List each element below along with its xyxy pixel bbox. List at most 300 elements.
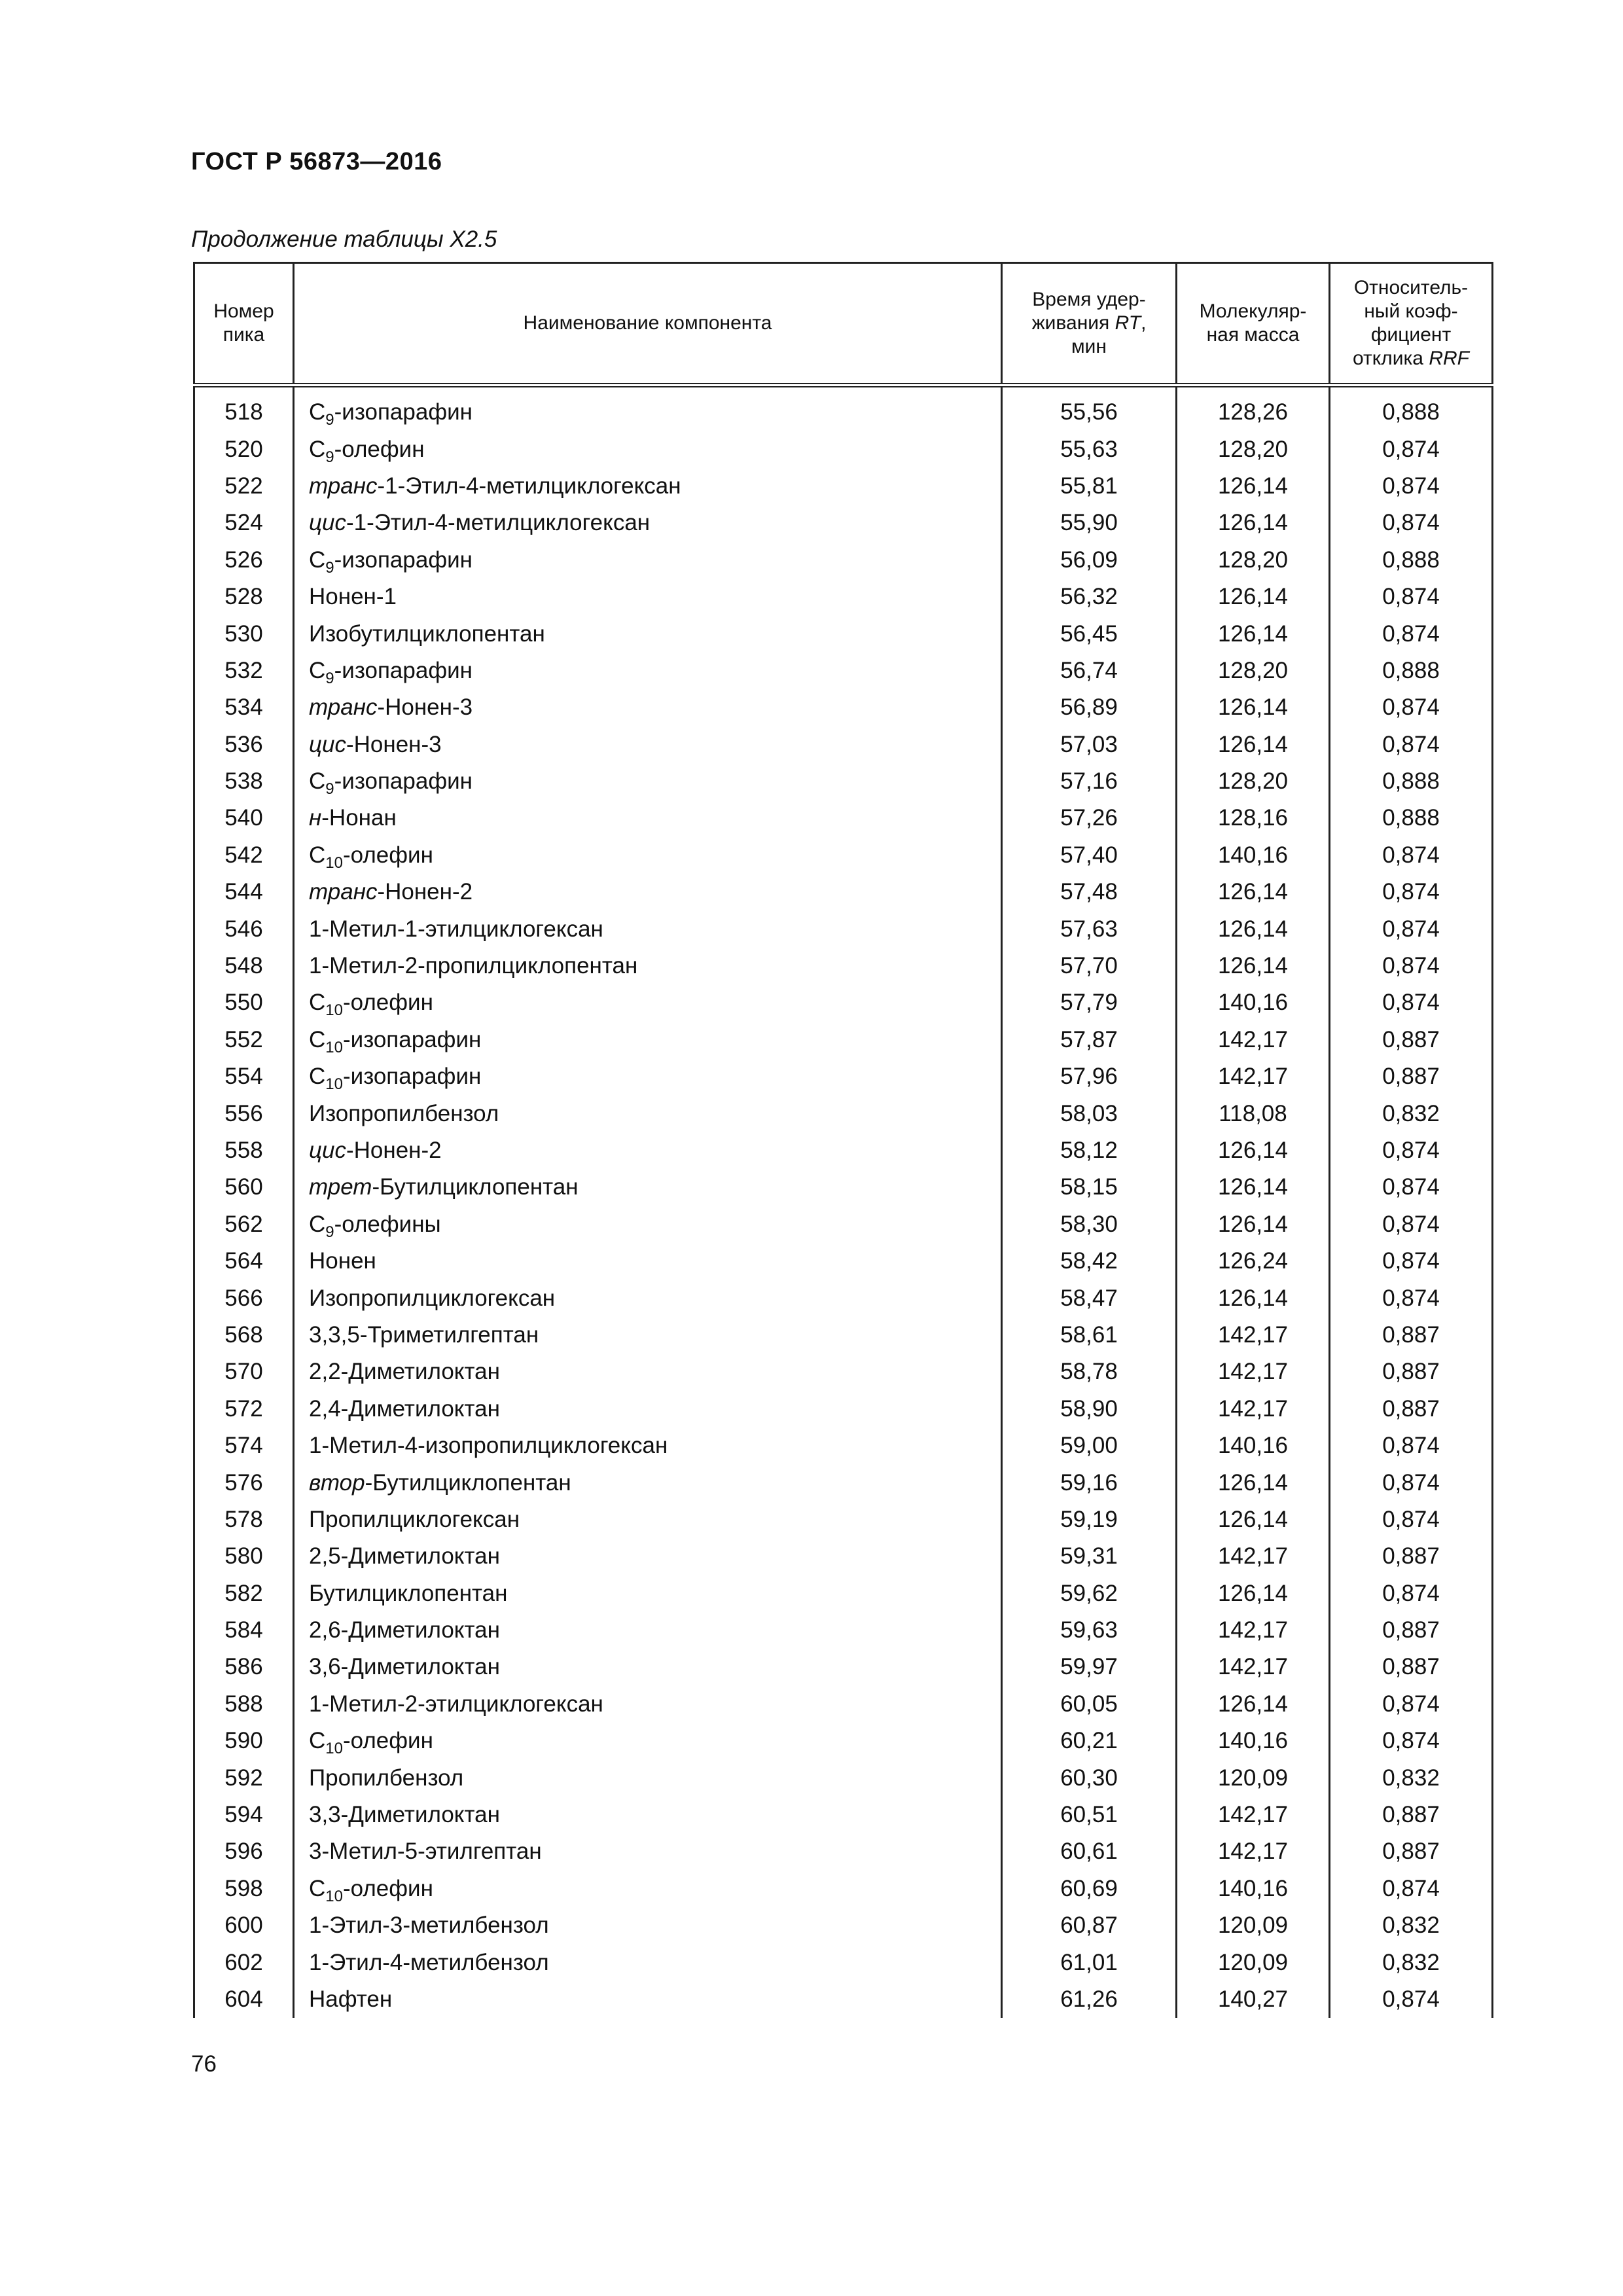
component-name-cell <box>294 1907 1002 1944</box>
component-name-cell <box>294 386 1002 431</box>
component-name-cell <box>294 1280 1002 1316</box>
molecular-mass-cell: 128,20 <box>1177 653 1330 689</box>
peak-number-cell: 540 <box>194 800 294 836</box>
table-row <box>194 948 1493 984</box>
table-row <box>194 800 1493 836</box>
name-base: C <box>309 842 326 868</box>
molecular-mass-cell: 126,14 <box>1177 910 1330 947</box>
retention-time-cell: 57,16 <box>1002 763 1177 800</box>
name-text: Нонен <box>309 1248 376 1274</box>
name-prefix: транс <box>309 879 378 905</box>
component-name-cell <box>294 1981 1002 2018</box>
peak-number-cell: 562 <box>194 1206 294 1243</box>
name-text: -Нонан <box>321 805 397 831</box>
name-subscript: 9 <box>325 448 334 466</box>
retention-time-cell: 57,70 <box>1002 948 1177 984</box>
name-subscript: 9 <box>325 780 334 798</box>
response-factor-cell: 0,887 <box>1330 1354 1493 1390</box>
response-factor-cell: 0,832 <box>1330 1907 1493 1944</box>
response-factor-cell: 0,888 <box>1330 653 1493 689</box>
component-name-cell <box>294 689 1002 726</box>
response-factor-cell: 0,874 <box>1330 1427 1493 1464</box>
name-subscript: 9 <box>325 1223 334 1241</box>
name-subscript: 10 <box>325 1075 343 1094</box>
name-base: C <box>309 1875 326 1901</box>
retention-time-cell: 59,62 <box>1002 1575 1177 1612</box>
name-base: C <box>309 399 326 425</box>
name-text: 1-Метил-2-пропилциклопентан <box>309 953 638 979</box>
table-row <box>194 1206 1493 1243</box>
retention-time-cell: 58,12 <box>1002 1132 1177 1169</box>
table-row <box>194 1095 1493 1132</box>
retention-time-cell: 55,81 <box>1002 468 1177 505</box>
response-factor-cell: 0,887 <box>1330 1058 1493 1095</box>
response-factor-cell: 0,887 <box>1330 1317 1493 1354</box>
name-text: -1-Этил-4-метилциклогексан <box>377 473 681 499</box>
molecular-mass-cell: 128,26 <box>1177 386 1330 431</box>
name-text: Изобутилциклопентан <box>309 620 545 647</box>
table-caption: Продолжение таблицы X2.5 <box>191 226 497 252</box>
peak-number-cell: 546 <box>194 910 294 947</box>
response-factor-cell: 0,874 <box>1330 948 1493 984</box>
name-text: -1-Этил-4-метилциклогексан <box>346 510 651 536</box>
peak-number-cell: 542 <box>194 837 294 874</box>
peak-number-cell: 574 <box>194 1427 294 1464</box>
name-subscript: 9 <box>325 411 334 429</box>
name-base: C <box>309 768 326 795</box>
molecular-mass-cell: 126,14 <box>1177 1206 1330 1243</box>
header-molecular-mass: Молекуляр- ная масса <box>1177 263 1330 386</box>
name-text: 1-Этил-4-метилбензол <box>309 1949 549 1975</box>
response-factor-cell: 0,888 <box>1330 800 1493 836</box>
molecular-mass-cell: 126,14 <box>1177 468 1330 505</box>
response-factor-cell: 0,888 <box>1330 386 1493 431</box>
retention-time-cell: 60,30 <box>1002 1759 1177 1796</box>
molecular-mass-cell: 126,14 <box>1177 1132 1330 1169</box>
molecular-mass-cell: 140,16 <box>1177 1723 1330 1759</box>
retention-time-cell: 56,89 <box>1002 689 1177 726</box>
name-prefix: транс <box>309 694 378 721</box>
component-name-cell <box>294 1243 1002 1280</box>
name-text: 3-Метил-5-этилгептан <box>309 1839 542 1865</box>
response-factor-cell: 0,887 <box>1330 1391 1493 1427</box>
retention-time-cell: 57,26 <box>1002 800 1177 836</box>
molecular-mass-cell: 126,14 <box>1177 726 1330 763</box>
component-name-cell <box>294 874 1002 910</box>
retention-time-cell: 59,00 <box>1002 1427 1177 1464</box>
data-table <box>193 262 1493 2018</box>
name-text: -олефин <box>342 990 433 1016</box>
name-text: 3,6-Диметилоктан <box>309 1654 500 1680</box>
name-prefix: втор <box>309 1469 365 1496</box>
peak-number-cell: 588 <box>194 1686 294 1723</box>
retention-time-cell: 58,42 <box>1002 1243 1177 1280</box>
name-text: -олефин <box>342 842 433 868</box>
component-name-cell <box>294 1723 1002 1759</box>
table-row <box>194 615 1493 652</box>
molecular-mass-cell: 126,14 <box>1177 1169 1330 1206</box>
response-factor-cell: 0,874 <box>1330 984 1493 1021</box>
peak-number-cell: 552 <box>194 1022 294 1058</box>
retention-time-cell: 59,97 <box>1002 1649 1177 1685</box>
retention-time-cell: 58,61 <box>1002 1317 1177 1354</box>
response-factor-cell: 0,888 <box>1330 542 1493 579</box>
name-text: 3,3,5-Триметилгептан <box>309 1321 539 1348</box>
table-row <box>194 1501 1493 1538</box>
peak-number-cell: 598 <box>194 1871 294 1907</box>
retention-time-cell: 57,48 <box>1002 874 1177 910</box>
name-text: 2,6-Диметилоктан <box>309 1617 500 1643</box>
peak-number-cell: 570 <box>194 1354 294 1390</box>
peak-number-cell: 584 <box>194 1612 294 1649</box>
retention-time-cell: 56,74 <box>1002 653 1177 689</box>
molecular-mass-cell: 142,17 <box>1177 1612 1330 1649</box>
retention-time-cell: 57,79 <box>1002 984 1177 1021</box>
name-subscript: 10 <box>325 853 343 872</box>
name-prefix: н <box>309 805 322 831</box>
table-row <box>194 1391 1493 1427</box>
molecular-mass-cell: 126,14 <box>1177 1686 1330 1723</box>
table-row <box>194 1243 1493 1280</box>
molecular-mass-cell: 142,17 <box>1177 1354 1330 1390</box>
peak-number-cell: 556 <box>194 1095 294 1132</box>
molecular-mass-cell: 126,14 <box>1177 689 1330 726</box>
name-text: -Нонен-2 <box>346 1138 442 1163</box>
molecular-mass-cell: 120,09 <box>1177 1907 1330 1944</box>
response-factor-cell: 0,874 <box>1330 615 1493 652</box>
component-name-cell <box>294 468 1002 505</box>
retention-time-cell: 57,87 <box>1002 1022 1177 1058</box>
name-base: C <box>309 1211 326 1237</box>
name-base: C <box>309 547 326 573</box>
retention-time-cell: 57,96 <box>1002 1058 1177 1095</box>
table-row <box>194 1538 1493 1575</box>
table-row <box>194 653 1493 689</box>
peak-number-cell: 554 <box>194 1058 294 1095</box>
peak-number-cell: 586 <box>194 1649 294 1685</box>
name-text: -Бутилциклопентан <box>372 1174 579 1200</box>
retention-time-cell: 56,45 <box>1002 615 1177 652</box>
retention-time-cell: 61,26 <box>1002 1981 1177 2018</box>
molecular-mass-cell: 126,14 <box>1177 615 1330 652</box>
component-name-cell <box>294 431 1002 467</box>
name-text: 1-Этил-3-метилбензол <box>309 1912 549 1939</box>
table-row <box>194 1464 1493 1501</box>
response-factor-cell: 0,874 <box>1330 689 1493 726</box>
response-factor-cell: 0,874 <box>1330 1723 1493 1759</box>
molecular-mass-cell: 126,14 <box>1177 1501 1330 1538</box>
retention-time-cell: 58,90 <box>1002 1391 1177 1427</box>
document-title: ГОСТ Р 56873—2016 <box>191 148 442 175</box>
retention-time-cell: 61,01 <box>1002 1944 1177 1981</box>
table-row <box>194 763 1493 800</box>
name-base: C <box>309 657 326 683</box>
retention-time-cell: 59,63 <box>1002 1612 1177 1649</box>
header-peak-number: Номер пика <box>194 263 294 386</box>
response-factor-cell: 0,874 <box>1330 910 1493 947</box>
name-text: Пропилциклогексан <box>309 1506 520 1532</box>
component-name-cell <box>294 1391 1002 1427</box>
molecular-mass-cell: 128,16 <box>1177 800 1330 836</box>
peak-number-cell: 594 <box>194 1797 294 1833</box>
table-row <box>194 468 1493 505</box>
response-factor-cell: 0,874 <box>1330 874 1493 910</box>
response-factor-cell: 0,874 <box>1330 1206 1493 1243</box>
peak-number-cell: 566 <box>194 1280 294 1316</box>
table-header-row <box>194 263 1493 386</box>
peak-number-cell: 582 <box>194 1575 294 1612</box>
molecular-mass-cell: 126,14 <box>1177 1575 1330 1612</box>
component-name-cell <box>294 1317 1002 1354</box>
response-factor-cell: 0,874 <box>1330 1464 1493 1501</box>
response-factor-cell: 0,874 <box>1330 1575 1493 1612</box>
name-text: -Бутилциклопентан <box>365 1469 571 1496</box>
retention-time-cell: 59,31 <box>1002 1538 1177 1575</box>
table-row <box>194 1575 1493 1612</box>
retention-time-cell: 59,16 <box>1002 1464 1177 1501</box>
response-factor-cell: 0,874 <box>1330 468 1493 505</box>
response-factor-cell: 0,874 <box>1330 1981 1493 2018</box>
component-name-cell <box>294 1759 1002 1796</box>
table-row <box>194 984 1493 1021</box>
component-name-cell <box>294 1206 1002 1243</box>
peak-number-cell: 530 <box>194 615 294 652</box>
component-name-cell <box>294 1612 1002 1649</box>
component-name-cell <box>294 1095 1002 1132</box>
molecular-mass-cell: 128,20 <box>1177 542 1330 579</box>
peak-number-cell: 532 <box>194 653 294 689</box>
component-name-cell <box>294 1022 1002 1058</box>
response-factor-cell: 0,887 <box>1330 1649 1493 1685</box>
response-factor-cell: 0,832 <box>1330 1759 1493 1796</box>
response-factor-cell: 0,874 <box>1330 1686 1493 1723</box>
component-name-cell <box>294 1833 1002 1870</box>
peak-number-cell: 572 <box>194 1391 294 1427</box>
component-name-cell <box>294 1686 1002 1723</box>
peak-number-cell: 524 <box>194 505 294 541</box>
molecular-mass-cell: 126,14 <box>1177 505 1330 541</box>
retention-time-cell: 58,15 <box>1002 1169 1177 1206</box>
component-name-cell <box>294 653 1002 689</box>
retention-time-cell: 55,63 <box>1002 431 1177 467</box>
name-text: -олефин <box>342 1728 433 1754</box>
table-row <box>194 431 1493 467</box>
name-subscript: 9 <box>325 669 334 687</box>
name-prefix: трет <box>309 1174 372 1200</box>
peak-number-cell: 580 <box>194 1538 294 1575</box>
component-name-cell <box>294 910 1002 947</box>
table-row <box>194 1797 1493 1833</box>
name-base: C <box>309 990 326 1016</box>
name-text: 1-Метил-2-этилциклогексан <box>309 1691 603 1717</box>
table-row <box>194 837 1493 874</box>
retention-time-cell: 57,03 <box>1002 726 1177 763</box>
name-subscript: 9 <box>325 558 334 577</box>
response-factor-cell: 0,874 <box>1330 1501 1493 1538</box>
component-name-cell <box>294 1354 1002 1390</box>
retention-time-cell: 55,90 <box>1002 505 1177 541</box>
response-factor-cell: 0,874 <box>1330 431 1493 467</box>
peak-number-cell: 590 <box>194 1723 294 1759</box>
retention-time-cell: 60,51 <box>1002 1797 1177 1833</box>
retention-time-cell: 55,56 <box>1002 386 1177 431</box>
name-text: 3,3-Диметилоктан <box>309 1802 500 1828</box>
molecular-mass-cell: 142,17 <box>1177 1649 1330 1685</box>
name-prefix: цис <box>309 731 346 757</box>
peak-number-cell: 522 <box>194 468 294 505</box>
component-name-cell <box>294 1464 1002 1501</box>
component-name-cell <box>294 1169 1002 1206</box>
molecular-mass-cell: 126,14 <box>1177 579 1330 615</box>
page-number: 76 <box>191 2051 217 2077</box>
header-response-factor: Относитель- ный коэф- фициент отклика RRF <box>1330 263 1493 386</box>
name-text: -олефин <box>342 1875 433 1901</box>
retention-time-cell: 58,78 <box>1002 1354 1177 1390</box>
retention-time-cell: 58,47 <box>1002 1280 1177 1316</box>
table-row <box>194 1944 1493 1981</box>
table-row <box>194 1132 1493 1169</box>
table-row <box>194 1686 1493 1723</box>
name-prefix: цис <box>309 1138 346 1163</box>
response-factor-cell: 0,874 <box>1330 1169 1493 1206</box>
table-row <box>194 874 1493 910</box>
molecular-mass-cell: 128,20 <box>1177 431 1330 467</box>
component-name-cell <box>294 1058 1002 1095</box>
peak-number-cell: 536 <box>194 726 294 763</box>
retention-time-cell: 60,21 <box>1002 1723 1177 1759</box>
response-factor-cell: 0,832 <box>1330 1095 1493 1132</box>
response-factor-cell: 0,874 <box>1330 1132 1493 1169</box>
component-name-cell <box>294 984 1002 1021</box>
table-row <box>194 1907 1493 1944</box>
name-text: Нафтен <box>309 1986 393 2012</box>
response-factor-cell: 0,874 <box>1330 1243 1493 1280</box>
response-factor-cell: 0,874 <box>1330 505 1493 541</box>
molecular-mass-cell: 142,17 <box>1177 1317 1330 1354</box>
molecular-mass-cell: 140,27 <box>1177 1981 1330 2018</box>
table-row <box>194 542 1493 579</box>
component-name-cell <box>294 1649 1002 1685</box>
molecular-mass-cell: 142,17 <box>1177 1058 1330 1095</box>
name-base: C <box>309 1728 326 1754</box>
peak-number-cell: 576 <box>194 1464 294 1501</box>
molecular-mass-cell: 120,09 <box>1177 1759 1330 1796</box>
name-prefix: цис <box>309 510 346 536</box>
peak-number-cell: 548 <box>194 948 294 984</box>
name-text: -изопарафин <box>342 1026 482 1052</box>
peak-number-cell: 602 <box>194 1944 294 1981</box>
component-name-cell <box>294 1427 1002 1464</box>
name-text: -изопарафин <box>334 657 473 683</box>
molecular-mass-cell: 142,17 <box>1177 1797 1330 1833</box>
molecular-mass-cell: 126,14 <box>1177 948 1330 984</box>
peak-number-cell: 538 <box>194 763 294 800</box>
table-row <box>194 1981 1493 2018</box>
name-base: C <box>309 1064 326 1090</box>
table-row <box>194 1280 1493 1316</box>
molecular-mass-cell: 140,16 <box>1177 1427 1330 1464</box>
component-name-cell <box>294 579 1002 615</box>
table-row <box>194 1427 1493 1464</box>
peak-number-cell: 528 <box>194 579 294 615</box>
component-name-cell <box>294 726 1002 763</box>
component-name-cell <box>294 1132 1002 1169</box>
table-row <box>194 1649 1493 1685</box>
name-text: 2,2-Диметилоктан <box>309 1359 500 1385</box>
molecular-mass-cell: 128,20 <box>1177 763 1330 800</box>
component-name-cell <box>294 1797 1002 1833</box>
component-name-cell <box>294 948 1002 984</box>
table-row <box>194 1871 1493 1907</box>
table-row <box>194 1759 1493 1796</box>
response-factor-cell: 0,887 <box>1330 1538 1493 1575</box>
table-row <box>194 1022 1493 1058</box>
header-retention-time: Время удер- живания RT, мин <box>1002 263 1177 386</box>
component-name-cell <box>294 763 1002 800</box>
name-base: C <box>309 436 326 462</box>
component-name-cell <box>294 542 1002 579</box>
response-factor-cell: 0,874 <box>1330 1871 1493 1907</box>
peak-number-cell: 604 <box>194 1981 294 2018</box>
response-factor-cell: 0,874 <box>1330 1280 1493 1316</box>
table-row <box>194 505 1493 541</box>
table-row <box>194 1169 1493 1206</box>
peak-number-cell: 568 <box>194 1317 294 1354</box>
name-text: Изопропилбензол <box>309 1100 499 1126</box>
peak-number-cell: 560 <box>194 1169 294 1206</box>
name-text: Бутилциклопентан <box>309 1580 508 1606</box>
name-text: Пропилбензол <box>309 1765 464 1791</box>
molecular-mass-cell: 126,14 <box>1177 874 1330 910</box>
peak-number-cell: 578 <box>194 1501 294 1538</box>
response-factor-cell: 0,874 <box>1330 837 1493 874</box>
name-subscript: 10 <box>325 1001 343 1020</box>
retention-time-cell: 56,09 <box>1002 542 1177 579</box>
retention-time-cell: 60,69 <box>1002 1871 1177 1907</box>
peak-number-cell: 592 <box>194 1759 294 1796</box>
table-row <box>194 910 1493 947</box>
response-factor-cell: 0,887 <box>1330 1833 1493 1870</box>
retention-time-cell: 60,87 <box>1002 1907 1177 1944</box>
retention-time-cell: 60,61 <box>1002 1833 1177 1870</box>
name-text: -олефины <box>334 1211 441 1237</box>
molecular-mass-cell: 126,14 <box>1177 1280 1330 1316</box>
peak-number-cell: 518 <box>194 386 294 431</box>
name-text: -Нонен-3 <box>346 731 442 757</box>
molecular-mass-cell: 142,17 <box>1177 1391 1330 1427</box>
name-text: -олефин <box>334 436 425 462</box>
table-row <box>194 579 1493 615</box>
table-row <box>194 1317 1493 1354</box>
component-name-cell <box>294 1538 1002 1575</box>
name-text: 1-Метил-4-изопропилциклогексан <box>309 1433 668 1459</box>
component-name-cell <box>294 1944 1002 1981</box>
molecular-mass-cell: 118,08 <box>1177 1095 1330 1132</box>
molecular-mass-cell: 120,09 <box>1177 1944 1330 1981</box>
retention-time-cell: 56,32 <box>1002 579 1177 615</box>
name-base: C <box>309 1026 326 1052</box>
component-name-cell <box>294 800 1002 836</box>
table-row <box>194 1612 1493 1649</box>
peak-number-cell: 600 <box>194 1907 294 1944</box>
table-row <box>194 1058 1493 1095</box>
header-component-name: Наименование компонента <box>294 263 1002 386</box>
table-row <box>194 1833 1493 1870</box>
table-row <box>194 689 1493 726</box>
component-name-cell <box>294 837 1002 874</box>
table-row <box>194 1354 1493 1390</box>
table-row <box>194 726 1493 763</box>
